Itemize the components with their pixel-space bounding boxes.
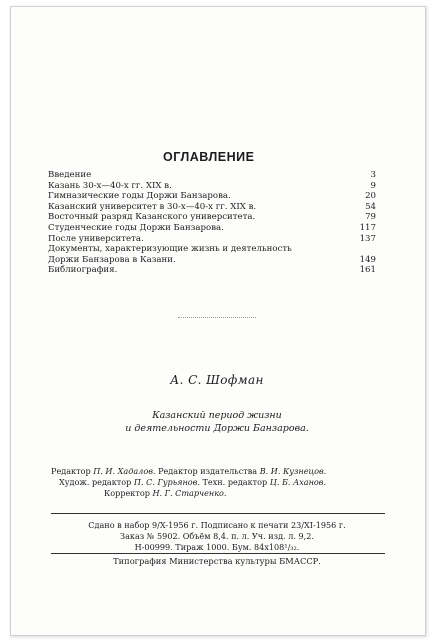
toc-entry-page: 149 (359, 254, 376, 265)
credit-role: Худож. редактор (59, 477, 132, 487)
publication-line: Заказ № 5902. Объём 8,4. п. л. Уч. изд. л. 9,2. (120, 531, 314, 541)
publication-info (0, 520, 434, 553)
toc-entry-page: 54 (365, 201, 376, 212)
credit-name: В. И. Кузнецов. (259, 466, 327, 476)
author-name: А. С. Шофман (170, 373, 264, 387)
credit-name: П. И. Хадалов. (93, 466, 156, 476)
publication-line: Н-00999. Тираж 1000. Бум. 84х108¹/₃₂. (134, 542, 300, 552)
credits-row (51, 466, 391, 477)
toc-entry (48, 265, 376, 276)
credit-name: П. С. Гурьянов. (133, 477, 200, 487)
toc-entry-title: Восточный разряд Казанского университета. (48, 212, 256, 223)
toc-entry (48, 234, 376, 245)
credit-role: Корректор (104, 488, 150, 498)
toc-entry-page: 79 (365, 212, 376, 223)
toc-entry-title: Документы, характеризующие жизнь и деятельность (48, 244, 292, 255)
table-of-contents (48, 170, 376, 276)
book-title (0, 410, 434, 435)
toc-entry-title-continued: Доржи Банзарова в Казани. (48, 254, 176, 265)
toc-entry-title: Студенческие годы Доржи Банзарова. (48, 222, 224, 233)
toc-entry (48, 202, 376, 213)
credit-role: Редактор издательства (158, 466, 258, 476)
toc-entry (48, 170, 376, 181)
toc-entry (48, 181, 376, 192)
credits-row (51, 477, 391, 488)
toc-entry-page: 117 (359, 222, 376, 233)
credit-name: Н. Г. Старченко. (152, 488, 227, 498)
rule-line (51, 553, 385, 554)
toc-entry-title: Казань 30-х—40-х гг. XIX в. (48, 180, 172, 191)
toc-entry (48, 191, 376, 202)
book-title-line: и деятельности Доржи Банзарова. (125, 422, 309, 434)
publication-line: Сдано в набор 9/X-1956 г. Подписано к печати 23/XI-1956 г. (88, 520, 346, 530)
toc-entry-page: 20 (365, 191, 376, 202)
book-title-line: Казанский период жизни (152, 410, 282, 421)
credit-name: Ц. Б. Аханов. (269, 477, 327, 487)
credits-row (51, 488, 391, 499)
toc-heading: ОГЛАВЛЕНИЕ (163, 150, 255, 164)
toc-entry (48, 244, 376, 265)
toc-entry-title: Введение (48, 170, 92, 180)
printer-info: Типография Министерства культуры БМАССР. (113, 556, 321, 566)
toc-entry-title: После университета. (48, 233, 144, 244)
toc-entry-page: 161 (359, 265, 376, 276)
toc-entry (48, 212, 376, 223)
toc-entry-page: 9 (370, 180, 376, 191)
rule-line (51, 513, 385, 514)
toc-entry-title: Казанский университет в 30-х—40-х гг. XIX в. (48, 201, 257, 212)
toc-entry-page: 3 (370, 170, 376, 180)
toc-entry-title: Библиография. (48, 265, 118, 276)
credits (51, 466, 391, 499)
section-divider (178, 317, 256, 318)
toc-entry-page: 137 (359, 233, 376, 244)
credit-role: Техн. редактор (202, 477, 268, 487)
toc-entry-title: Гимназические годы Доржи Банзарова. (48, 191, 231, 202)
toc-entry (48, 223, 376, 234)
credit-role: Редактор (51, 466, 91, 476)
